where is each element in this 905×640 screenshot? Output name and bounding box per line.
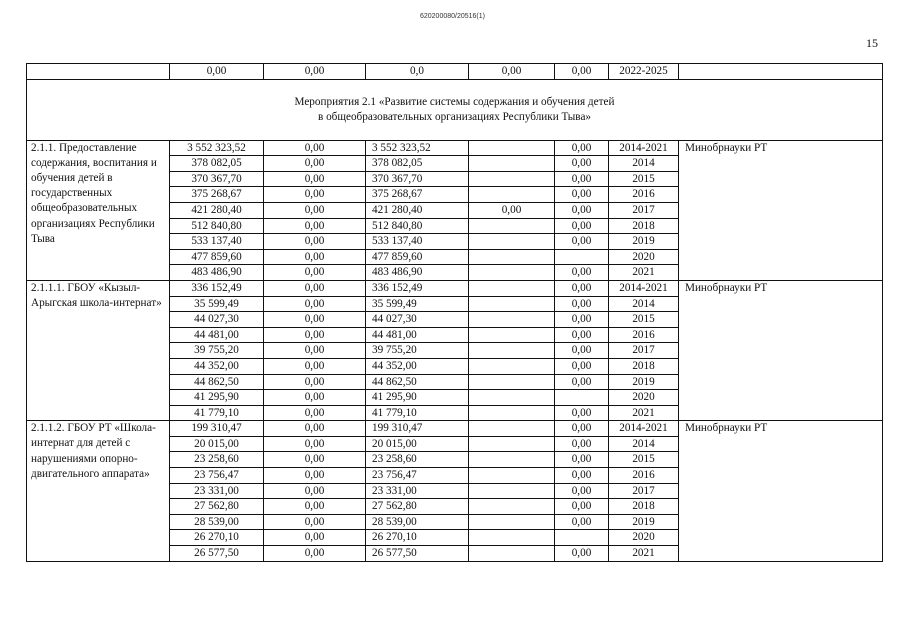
cell-federal: 0,00	[264, 312, 366, 328]
responsible-executor: Минобрнауки РТ	[679, 140, 883, 280]
cell-local	[469, 171, 555, 187]
responsible-executor: Минобрнауки РТ	[679, 421, 883, 561]
cell-extra: 0,00	[555, 436, 609, 452]
cell-regional: 23 258,60	[366, 452, 469, 468]
cell-total: 41 295,90	[170, 390, 264, 406]
cell-year: 2016	[609, 468, 679, 484]
cell-extra: 0,00	[555, 265, 609, 281]
funding-table	[26, 63, 883, 562]
measure-description: 2.1.1. Предоставление содержания, воспитания и обучения детей в государственных общеобразовательных организациях Республики Тыва	[27, 140, 170, 280]
cell-year: 2020	[609, 390, 679, 406]
top-row-extra: 0,00	[555, 64, 609, 80]
cell-local	[469, 436, 555, 452]
cell-extra: 0,00	[555, 499, 609, 515]
top-row-regional: 0,0	[366, 64, 469, 80]
cell-extra: 0,00	[555, 156, 609, 172]
cell-year: 2020	[609, 249, 679, 265]
document-code: 620200080/20516(1)	[419, 13, 485, 20]
cell-federal: 0,00	[264, 436, 366, 452]
cell-regional: 20 015,00	[366, 436, 469, 452]
cell-total: 23 331,00	[170, 483, 264, 499]
cell-local	[469, 499, 555, 515]
cell-federal: 0,00	[264, 140, 366, 156]
cell-federal: 0,00	[264, 468, 366, 484]
cell-regional: 336 152,49	[366, 280, 469, 296]
page-number: 15	[866, 36, 878, 50]
cell-total: 336 152,49	[170, 280, 264, 296]
cell-total: 23 258,60	[170, 452, 264, 468]
top-row-local: 0,00	[469, 64, 555, 80]
cell-total: 421 280,40	[170, 202, 264, 218]
cell-total: 370 367,70	[170, 171, 264, 187]
cell-year: 2019	[609, 514, 679, 530]
cell-year: 2021	[609, 265, 679, 281]
cell-total: 477 859,60	[170, 249, 264, 265]
top-row-total: 0,00	[170, 64, 264, 80]
cell-local	[469, 546, 555, 562]
cell-federal: 0,00	[264, 499, 366, 515]
cell-year: 2017	[609, 483, 679, 499]
section-title-line-1: Мероприятия 2.1 «Развитие системы содержания и обучения детей	[294, 96, 615, 109]
cell-local	[469, 390, 555, 406]
cell-year: 2014-2021	[609, 421, 679, 437]
cell-year: 2018	[609, 358, 679, 374]
cell-total: 23 756,47	[170, 468, 264, 484]
cell-regional: 26 577,50	[366, 546, 469, 562]
cell-local	[469, 234, 555, 250]
cell-total: 39 755,20	[170, 343, 264, 359]
cell-regional: 44 481,00	[366, 327, 469, 343]
cell-federal: 0,00	[264, 187, 366, 203]
cell-year: 2015	[609, 171, 679, 187]
cell-local	[469, 187, 555, 203]
cell-local	[469, 140, 555, 156]
cell-local	[469, 530, 555, 546]
cell-local	[469, 468, 555, 484]
cell-extra: 0,00	[555, 327, 609, 343]
cell-extra: 0,00	[555, 343, 609, 359]
cell-year: 2017	[609, 343, 679, 359]
cell-extra: 0,00	[555, 546, 609, 562]
cell-local	[469, 312, 555, 328]
cell-extra: 0,00	[555, 358, 609, 374]
cell-year: 2015	[609, 312, 679, 328]
cell-local	[469, 421, 555, 437]
cell-extra: 0,00	[555, 234, 609, 250]
cell-year: 2014	[609, 436, 679, 452]
cell-federal: 0,00	[264, 390, 366, 406]
section-title	[27, 79, 883, 140]
cell-federal: 0,00	[264, 296, 366, 312]
cell-federal: 0,00	[264, 343, 366, 359]
cell-local	[469, 327, 555, 343]
cell-total: 26 577,50	[170, 546, 264, 562]
cell-regional: 533 137,40	[366, 234, 469, 250]
cell-total: 44 862,50	[170, 374, 264, 390]
cell-year: 2019	[609, 234, 679, 250]
cell-regional: 39 755,20	[366, 343, 469, 359]
cell-federal: 0,00	[264, 452, 366, 468]
cell-total: 44 352,00	[170, 358, 264, 374]
cell-total: 3 552 323,52	[170, 140, 264, 156]
cell-extra: 0,00	[555, 421, 609, 437]
cell-regional: 35 599,49	[366, 296, 469, 312]
cell-regional: 199 310,47	[366, 421, 469, 437]
cell-year: 2018	[609, 218, 679, 234]
cell-total: 20 015,00	[170, 436, 264, 452]
cell-year: 2020	[609, 530, 679, 546]
cell-extra: 0,00	[555, 187, 609, 203]
cell-regional: 44 027,30	[366, 312, 469, 328]
cell-extra: 0,00	[555, 483, 609, 499]
cell-federal: 0,00	[264, 234, 366, 250]
top-row	[27, 64, 883, 80]
cell-regional: 483 486,90	[366, 265, 469, 281]
cell-extra: 0,00	[555, 280, 609, 296]
cell-local	[469, 483, 555, 499]
cell-federal: 0,00	[264, 265, 366, 281]
cell-total: 41 779,10	[170, 405, 264, 421]
cell-local	[469, 296, 555, 312]
cell-regional: 375 268,67	[366, 187, 469, 203]
top-row-empty-cell	[27, 64, 170, 80]
cell-local	[469, 452, 555, 468]
cell-regional: 370 367,70	[366, 171, 469, 187]
cell-total: 378 082,05	[170, 156, 264, 172]
cell-year: 2016	[609, 327, 679, 343]
cell-local	[469, 249, 555, 265]
cell-federal: 0,00	[264, 171, 366, 187]
cell-local	[469, 358, 555, 374]
cell-extra	[555, 249, 609, 265]
table-row	[27, 280, 883, 296]
cell-federal: 0,00	[264, 421, 366, 437]
cell-extra: 0,00	[555, 374, 609, 390]
cell-year: 2014-2021	[609, 140, 679, 156]
cell-regional: 512 840,80	[366, 218, 469, 234]
cell-extra	[555, 530, 609, 546]
cell-extra: 0,00	[555, 312, 609, 328]
cell-regional: 26 270,10	[366, 530, 469, 546]
cell-year: 2017	[609, 202, 679, 218]
cell-regional: 477 859,60	[366, 249, 469, 265]
cell-regional: 23 331,00	[366, 483, 469, 499]
cell-federal: 0,00	[264, 280, 366, 296]
cell-year: 2014-2021	[609, 280, 679, 296]
cell-year: 2018	[609, 499, 679, 515]
cell-local	[469, 343, 555, 359]
cell-year: 2019	[609, 374, 679, 390]
cell-total: 44 027,30	[170, 312, 264, 328]
cell-regional: 41 295,90	[366, 390, 469, 406]
cell-total: 35 599,49	[170, 296, 264, 312]
cell-local	[469, 405, 555, 421]
cell-regional: 23 756,47	[366, 468, 469, 484]
section-title-line-2: в общеобразовательных организациях Республики Тыва»	[318, 110, 591, 123]
cell-regional: 28 539,00	[366, 514, 469, 530]
cell-total: 199 310,47	[170, 421, 264, 437]
cell-extra	[555, 390, 609, 406]
cell-extra: 0,00	[555, 202, 609, 218]
cell-year: 2014	[609, 156, 679, 172]
cell-local	[469, 514, 555, 530]
top-row-period: 2022-2025	[609, 64, 679, 80]
cell-regional: 27 562,80	[366, 499, 469, 515]
cell-federal: 0,00	[264, 249, 366, 265]
section-title-row	[27, 79, 883, 140]
cell-federal: 0,00	[264, 327, 366, 343]
cell-year: 2015	[609, 452, 679, 468]
cell-federal: 0,00	[264, 514, 366, 530]
cell-year: 2021	[609, 405, 679, 421]
cell-regional: 3 552 323,52	[366, 140, 469, 156]
cell-regional: 44 352,00	[366, 358, 469, 374]
cell-federal: 0,00	[264, 405, 366, 421]
cell-year: 2016	[609, 187, 679, 203]
cell-year: 2021	[609, 546, 679, 562]
cell-total: 533 137,40	[170, 234, 264, 250]
cell-extra: 0,00	[555, 296, 609, 312]
cell-federal: 0,00	[264, 546, 366, 562]
cell-local	[469, 218, 555, 234]
cell-extra: 0,00	[555, 514, 609, 530]
cell-extra: 0,00	[555, 140, 609, 156]
cell-extra: 0,00	[555, 468, 609, 484]
cell-regional: 421 280,40	[366, 202, 469, 218]
responsible-executor: Минобрнауки РТ	[679, 280, 883, 420]
cell-regional: 44 862,50	[366, 374, 469, 390]
cell-total: 44 481,00	[170, 327, 264, 343]
cell-federal: 0,00	[264, 156, 366, 172]
cell-extra: 0,00	[555, 405, 609, 421]
cell-local	[469, 265, 555, 281]
cell-total: 512 840,80	[170, 218, 264, 234]
cell-extra: 0,00	[555, 218, 609, 234]
measure-description: 2.1.1.2. ГБОУ РТ «Школа-интернат для детей с нарушениями опорно-двигательного аппарата»	[27, 421, 170, 561]
cell-federal: 0,00	[264, 202, 366, 218]
cell-federal: 0,00	[264, 530, 366, 546]
cell-federal: 0,00	[264, 374, 366, 390]
cell-federal: 0,00	[264, 218, 366, 234]
table-row	[27, 421, 883, 437]
cell-local	[469, 280, 555, 296]
cell-total: 375 268,67	[170, 187, 264, 203]
cell-regional: 378 082,05	[366, 156, 469, 172]
cell-federal: 0,00	[264, 483, 366, 499]
cell-local: 0,00	[469, 202, 555, 218]
cell-federal: 0,00	[264, 358, 366, 374]
cell-regional: 41 779,10	[366, 405, 469, 421]
cell-total: 28 539,00	[170, 514, 264, 530]
cell-total: 483 486,90	[170, 265, 264, 281]
cell-total: 27 562,80	[170, 499, 264, 515]
top-row-federal: 0,00	[264, 64, 366, 80]
cell-extra: 0,00	[555, 452, 609, 468]
cell-total: 26 270,10	[170, 530, 264, 546]
measure-description: 2.1.1.1. ГБОУ «Кызыл-Арыгская школа-интернат»	[27, 280, 170, 420]
table-row	[27, 140, 883, 156]
cell-local	[469, 374, 555, 390]
cell-extra: 0,00	[555, 171, 609, 187]
cell-local	[469, 156, 555, 172]
cell-year: 2014	[609, 296, 679, 312]
top-row-responsible-cell	[679, 64, 883, 80]
